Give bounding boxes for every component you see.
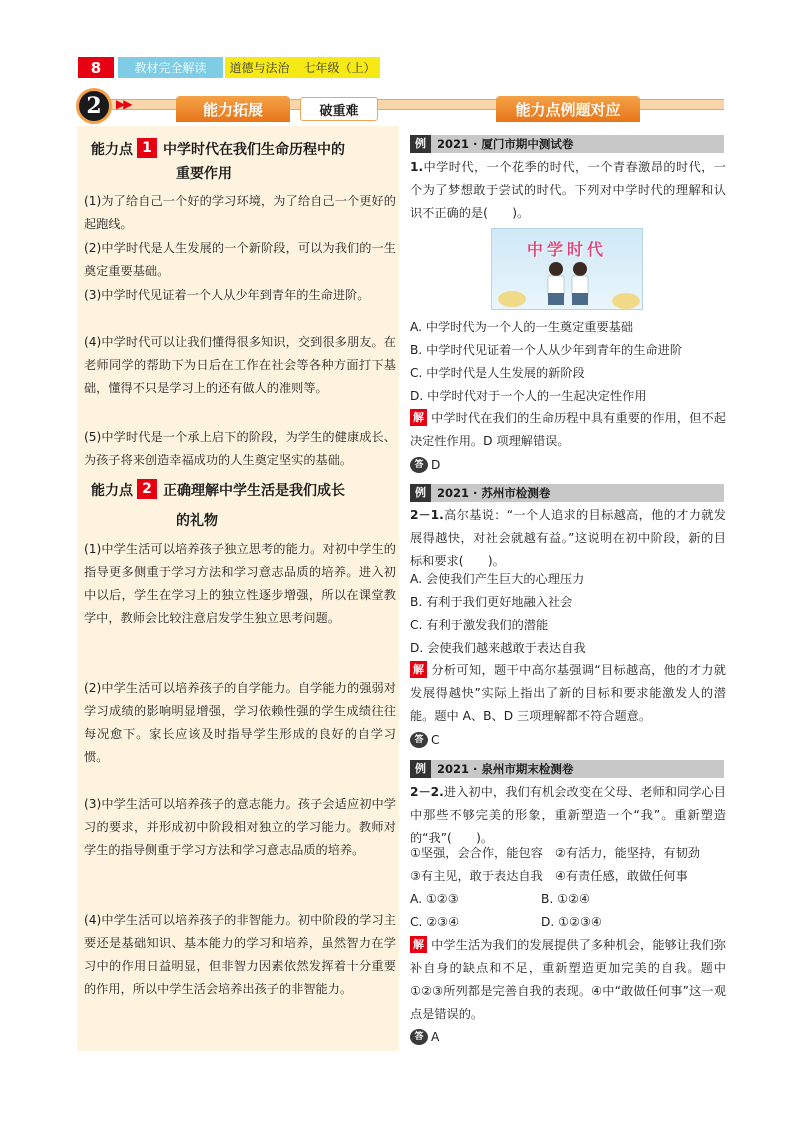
example-header [410,760,724,778]
example-tag: 例 [410,484,431,502]
list-item: (4)中学生活可以培养孩子的非智能力。初中阶段的学习主要还是基础知识、基本能力的学习和培养，虽然智力在学习中的作用日益明显，但非智力因素依然发挥着十分重要的作用，所以中学生活会培养出孩子的非智能力。 [84,913,396,996]
explanation-text: 中学时代在我们的生命历程中具有重要的作用，但不起决定性作用。D 项理解错误。 [410,411,726,448]
explanation-badge: 解 [410,936,427,953]
ability-point-title-line1: 中学时代在我们生命历程中的 [163,142,345,158]
option-b: B. 有利于我们更好地融入社会 [410,595,573,609]
explanation-text: 中学生活为我们的发展提供了多种机会，能够让我们弥补自身的缺点和不足，重新塑造更加完美的自我。题中①②③所列都是完善自我的表现。④中“敢做任何事”这一观点是错误的。 [410,938,726,1021]
option-c: C. ②③④ [410,915,460,929]
list-item: (5)中学时代是一个承上启下的阶段，为学生的健康成长、为孩子将来创造幸福成功的人生奠定坚实的基础。 [84,430,396,467]
list-item: (1)为了给自己一个好的学习环境，为了给自己一个更好的起跑线。 [84,194,396,231]
explanation-badge: 解 [410,661,427,678]
answer-badge: 答 [410,457,428,473]
explanation [410,659,726,728]
answer-text: C [431,733,440,747]
list-item: (3)中学生活可以培养孩子的意志能力。孩子会适应初中学习的要求，并形成初中阶段相对独立的学习能力。教师对学生的指导侧重于学习方法和学习意志品质的培养。 [84,797,396,857]
answer-text: D [431,458,441,472]
ability-point-1-title [91,137,345,163]
section-number-badge: 2 [76,88,112,124]
book-name: 教材完全解读 [118,57,223,78]
subject-name: 道德与法治 [229,61,290,75]
example-header [410,135,724,153]
play-arrows-icon: ▶▶ [116,97,131,111]
statement-line: ③有主见，敢于表达自我 ④有责任感，敢做任何事 [410,869,688,883]
example-header [410,484,724,502]
example-tag: 例 [410,760,431,778]
answer-badge: 答 [410,732,428,748]
explanation [410,407,726,453]
list-item: (2)中学生活可以培养孩子的自学能力。自学能力的强弱对学习成绩的影响明显增强，学习依赖性强的学生成绩往往每况愈下。家长应该及时指导学生形成的良好的自学习惯。 [84,681,396,764]
page-header [78,57,380,78]
option-b: B. 中学时代见证着一个人从少年到青年的生命进阶 [410,343,683,357]
list-item: (1)中学生活可以培养孩子独立思考的能力。对初中学生的指导更多侧重于学习方法和学习意志品质的培养。进入初中以后，学生在学习上的独立性逐步增强，所以在课堂教学中，教师会比较注意启发学生独立思考问题。 [84,542,396,625]
ability-point-label: 能力点 [91,483,133,499]
ability-point-2-title [91,478,345,504]
list-item: (2)中学时代是人生发展的一个新阶段，可以为我们的一生奠定重要基础。 [84,241,396,278]
option-c: C. 中学时代是人生发展的新阶段 [410,366,585,380]
answer-text: A [431,1030,440,1044]
ability-point-title-line1: 正确理解中学生活是我们成长 [163,483,345,499]
ability-point-title-line2: 的礼物 [176,513,218,529]
tab-ability-examples: 能力点例题对应 [496,96,640,122]
example-source: 2021 · 厦门市期中测试卷 [437,137,574,151]
question-body: 进入初中，我们有机会改变在父母、老师和同学心目中那些不够完美的形象，重新塑造一个“我”。重新塑造的“我”( )。 [410,785,726,845]
statement-line: ①坚强，会合作，能包容 ②有活力，能坚持，有韧劲 [410,846,700,860]
option-d: D. 中学时代对于一个人的一生起决定性作用 [410,389,647,403]
question-text [410,156,726,225]
explanation-text: 分析可知，题干中高尔基强调“目标越高，他的才力就发展得越快”实际上指出了新的目标和要求能激发人的潜能。题中 A、B、D 三项理解都不符合题意。 [410,663,726,723]
question-text [410,504,726,573]
answer [410,731,440,749]
list-item: (3)中学时代见证着一个人从少年到青年的生命进阶。 [84,288,370,302]
explanation [410,934,726,1026]
question-number: 1. [410,160,424,174]
list-item: (4)中学时代可以让我们懂得很多知识，交到很多朋友。在老师同学的帮助下为日后在工作在社会等各种方面打下基础，懂得不只是学习上的还有做人的准则等。 [84,335,396,395]
example-source: 2021 · 泉州市期末检测卷 [437,762,574,776]
option-a: A. 会使我们产生巨大的心理压力 [410,572,585,586]
option-d: D. 会使我们越来越敢于表达自我 [410,641,586,655]
subject-bar [225,57,380,78]
ability-point-number: 1 [137,138,157,158]
option-a: A. ①②③ [410,892,459,906]
option-c: C. 有利于激发我们的潜能 [410,618,549,632]
question-body: 高尔基说：“一个人追求的目标越高，他的才力就发展得越快，对社会就越有益。”这说明在初中阶段，新的目标和要求( )。 [410,508,726,568]
grade-name: 七年级（上） [303,61,376,75]
question-text [410,781,726,850]
answer [410,456,440,474]
example-tag: 例 [410,135,431,153]
question-body: 中学时代，一个花季的时代，一个青春激昂的时代，一个为了梦想敢于尝试的时代。下列对中学时代的理解和认识不正确的是( )。 [410,160,726,220]
tab-difficulty: 破重难 [300,97,378,121]
option-b: B. ①②④ [541,892,590,906]
tab-ability-extension: 能力拓展 [176,96,290,122]
answer [410,1028,439,1046]
ability-point-title-line2: 重要作用 [176,166,232,182]
page-number: 8 [78,57,114,78]
question-number: 2－1. [410,508,444,522]
question-number: 2－2. [410,785,444,799]
answer-badge: 答 [410,1029,428,1045]
ability-point-number: 2 [137,479,157,499]
example-source: 2021 · 苏州市检测卷 [437,486,551,500]
option-a: A. 中学时代为一个人的一生奠定重要基础 [410,320,634,334]
explanation-badge: 解 [410,409,427,426]
ability-point-label: 能力点 [91,142,133,158]
students-illustration [492,229,643,310]
option-d: D. ①②③④ [541,915,602,929]
illustration-title: 中学时代 [526,240,607,259]
illustration-image [491,228,643,310]
